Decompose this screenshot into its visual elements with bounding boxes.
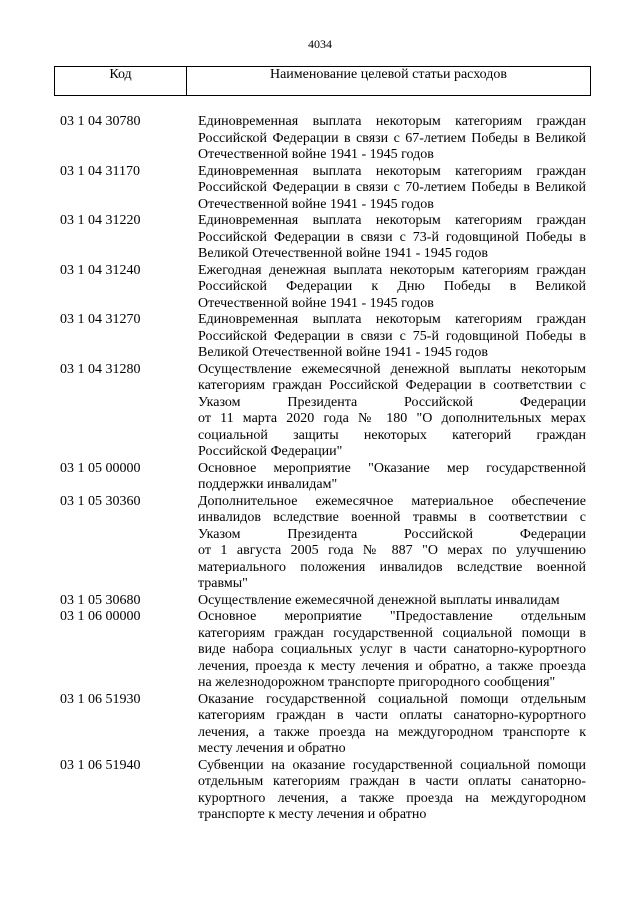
row-description — [198, 494, 586, 593]
description-line: курортного лечения, а также проезда на междугородном — [198, 790, 586, 806]
description-line: Отечественной войне 1941 - 1945 годов — [198, 196, 434, 212]
description-line: Ежегодная денежная выплата некоторым категориям граждан — [198, 262, 586, 278]
description-line: месту лечения и обратно — [198, 741, 346, 756]
row-description — [198, 312, 586, 362]
row-code: 03 1 05 30360 — [60, 493, 141, 509]
table-row — [60, 164, 586, 214]
description-line: Российской Федерации в связи с 70-летием Победы в Великой — [198, 180, 586, 195]
description-line: Дополнительное ежемесячное материальное обеспечение — [198, 493, 586, 509]
description-line: поддержки инвалидам" — [198, 477, 338, 492]
table-row — [60, 461, 586, 494]
description-line: категориям граждан государственной социальной помощи в — [198, 625, 586, 641]
description-line: Оказание государственной социальной помощи отдельным — [198, 691, 586, 707]
description-line: Осуществление ежемесячной денежной выплаты инвалидам — [198, 592, 560, 608]
description-line: Великой Отечественной войне 1941 - 1945 годов — [198, 345, 488, 360]
row-code: 03 1 04 31170 — [60, 163, 140, 179]
row-code: 03 1 05 30680 — [60, 592, 141, 608]
description-line: Единовременная выплата некоторым категориям граждан — [198, 312, 586, 327]
row-description — [198, 609, 586, 692]
description-line: лечения, а также проезда на междугородном транспорте к — [198, 724, 586, 740]
description-line: Российской Федерации в связи с 75-й годовщиной Победы в — [198, 328, 586, 344]
row-code: 03 1 04 31220 — [60, 213, 141, 228]
row-code: 03 1 04 30780 — [60, 114, 141, 129]
description-line: Единовременная выплата некоторым категориям граждан — [198, 114, 586, 129]
table-row — [60, 312, 586, 362]
row-code: 03 1 04 31280 — [60, 361, 141, 377]
description-line: Указом Президента Российской Федерации — [198, 394, 586, 410]
table-row — [60, 593, 586, 610]
header-name: Наименование целевой статьи расходов — [269, 67, 508, 82]
description-line: виде набора социальных услуг в части санаторно-курортного — [198, 642, 586, 657]
description-line: от 11 марта 2020 года № 180 "О дополнительных мерах — [198, 411, 586, 426]
description-line: категориям граждан Российской Федерации в соответствии с — [198, 378, 586, 393]
description-line: материального положения инвалидов вследствие военной — [198, 559, 586, 575]
description-line: от 1 августа 2005 года № 887 "О мерах по улучшению — [198, 543, 586, 558]
table-row — [60, 758, 586, 824]
row-code: 03 1 04 31270 — [60, 312, 141, 327]
description-line: Российской Федерации" — [198, 444, 343, 459]
description-line: на железнодорожном транспорте пригородного сообщения" — [198, 675, 556, 690]
row-code: 03 1 06 51940 — [60, 757, 141, 773]
description-line: Единовременная выплата некоторым категориям граждан — [198, 213, 586, 228]
row-description — [198, 114, 586, 164]
description-line: категориям граждан в части оплаты санаторно-курортного — [198, 708, 586, 723]
row-description — [198, 164, 586, 214]
row-description — [198, 593, 586, 610]
row-code: 03 1 04 31240 — [60, 262, 141, 278]
description-line: социальной защиты некоторых категорий граждан — [198, 427, 586, 443]
table-body — [60, 114, 586, 824]
description-line: Основное мероприятие "Предоставление отдельным — [198, 609, 586, 624]
row-description — [198, 362, 586, 461]
description-line: Великой Отечественной войне 1941 - 1945 годов — [198, 246, 488, 261]
description-line: Российской Федерации в связи с 73-й годовщиной Победы в — [198, 229, 586, 245]
header-code: Код — [55, 67, 187, 95]
table-row — [60, 609, 586, 692]
table-row — [60, 114, 586, 164]
description-line: Российской Федерации к Дню Победы в Великой — [198, 279, 586, 294]
description-line: Указом Президента Российской Федерации — [198, 526, 586, 542]
description-line: Осуществление ежемесячной денежной выплаты некоторым — [198, 361, 586, 377]
description-line: травмы" — [198, 576, 248, 591]
table-row — [60, 692, 586, 758]
description-line: Отечественной войне 1941 - 1945 годов — [198, 147, 434, 162]
description-line: Основное мероприятие "Оказание мер государственной — [198, 460, 586, 476]
description-line: отдельным категориям граждан в части оплаты санаторно- — [198, 774, 586, 789]
row-description — [198, 758, 586, 824]
table-row — [60, 362, 586, 461]
description-line: Единовременная выплата некоторым категориям граждан — [198, 163, 586, 179]
row-code: 03 1 06 51930 — [60, 691, 141, 707]
description-line: Российской Федерации в связи с 67-летием Победы в Великой — [198, 130, 586, 146]
table-row — [60, 494, 586, 593]
description-line: транспорте к месту лечения и обратно — [198, 807, 427, 822]
description-line: инвалидов вследствие военной травмы в соответствии с — [198, 510, 586, 525]
table-row — [60, 263, 586, 313]
row-code: 03 1 05 00000 — [60, 460, 141, 476]
row-description — [198, 461, 586, 494]
page-number: 4034 — [308, 37, 332, 51]
row-description — [198, 213, 586, 263]
description-line: лечения, проезда к месту лечения и обратно, а также проезда — [198, 658, 586, 674]
table-row — [60, 213, 586, 263]
row-description — [198, 692, 586, 758]
row-description — [198, 263, 586, 313]
description-line: Отечественной войне 1941 - 1945 годов — [198, 295, 434, 311]
row-code: 03 1 06 00000 — [60, 609, 141, 624]
table-header — [54, 66, 591, 96]
description-line: Субвенции на оказание государственной социальной помощи — [198, 757, 586, 773]
